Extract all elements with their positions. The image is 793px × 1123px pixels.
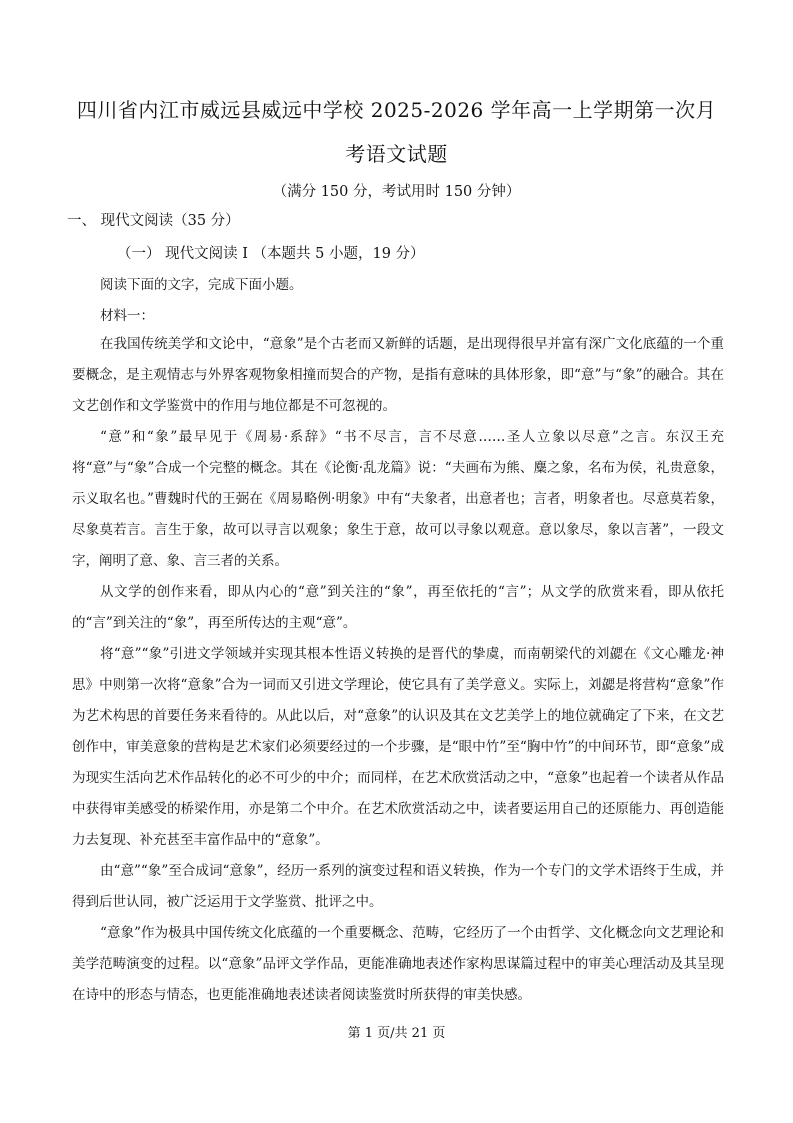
document-title-line-2: 考语文试题 xyxy=(345,142,448,166)
paragraph-1: 在我国传统美学和文论中，“意象”是个古老而又新鲜的话题，是出现得很早并富有深广文化底蕴的一个重要概念，是主观情志与外界客观物象相撞而契合的产物，是指有意味的具体形象，即“意”与“象”的融合。其在文艺创作和文学鉴赏中的作用与地位都是不可忽视的。 xyxy=(72,336,724,414)
document-title-line-1: 四川省内江市威远县威远中学校 2025-2026 学年高一上学期第一次月 xyxy=(76,98,717,122)
paragraph-6: “意象”作为极具中国传统文化底蕴的一个重要概念、范畴，它经历了一个由哲学、文化概念向文艺理论和美学范畴演变的过程。以“意象”品评文学作品，更能准确地表述作家构思谋篇过程中的审美心理活动及其呈现在诗中的形态与情态，也更能准确地表述读者阅读鉴赏时所获得的审美快感。 xyxy=(72,925,724,1003)
subsection-heading: （一） 现代文阅读 I （本题共 5 小题，19 分） xyxy=(117,246,425,262)
paragraph-2: “意”和“象”最早见于《周易·系辞》“书不尽言，言不尽意……圣人立象以尽意”之言。东汉王充将“意”与“象”合成一个完整的概念。其在《论衡·乱龙篇》说：“夫画布为熊、麋之象，名布为侯，礼贵意象，示义取名也。”曹魏时代的王弼在《周易略例·明象》中有“夫象者，出意者也；言者，明象者也。尽意莫若象，尽象莫若言。言生于象，故可以寻言以观象；象生于意，故可以寻象以观意。意以象尽，象以言著”，一段文字，阐明了意、象、言三者的关系。 xyxy=(72,429,724,569)
paragraph-4: 将“意”“象”引进文学领域并实现其根本性语义转换的是晋代的挚虞，而南朝梁代的刘勰在《文心雕龙·神思》中则第一次将“意象”合为一词而又引进文学理论，使它具有了美学意义。实际上，刘勰是将营构“意象”作为艺术构思的首要任务来看待的。从此以后，对“意象”的认识及其在文艺美学上的地位就确定了下来，在文艺创作中，审美意象的营构是艺术家们必须要经过的一个步骤，是“眼中竹”至“胸中竹”的中间环节，即“意象”成为现实生活向艺术作品转化的必不可少的中介；而同样，在艺术欣赏活动之中，“意象”也起着一个读者从作品中获得审美感受的桥梁作用，亦是第二个中介。在艺术欣赏活动之中，读者要运用自己的还原能力、再创造能力去复现、补充甚至丰富作品中的“意象”。 xyxy=(72,646,724,848)
section-heading: 一、 现代文阅读（35 分） xyxy=(67,213,240,229)
page-number-footer: 第 1 页/共 21 页 xyxy=(347,1026,446,1041)
material-label: 材料一： xyxy=(100,308,154,324)
paragraph-5: 由“意”“象”至合成词“意象”，经历一系列的演变过程和语义转换，作为一个专门的文学术语终于生成，并得到后世认同，被广泛运用于文学鉴赏、批评之中。 xyxy=(72,863,724,910)
reading-instruction: 阅读下面的文字，完成下面小题。 xyxy=(100,277,303,293)
paragraph-3: 从文学的创作来看，即从内心的“意”到关注的“象”，再至依托的“言”；从文学的欣赏来看，即从依托的“言”到关注的“象”，再至所传达的主观“意”。 xyxy=(72,584,724,631)
exam-info-subtitle: （满分 150 分，考试用时 150 分钟） xyxy=(272,184,521,200)
